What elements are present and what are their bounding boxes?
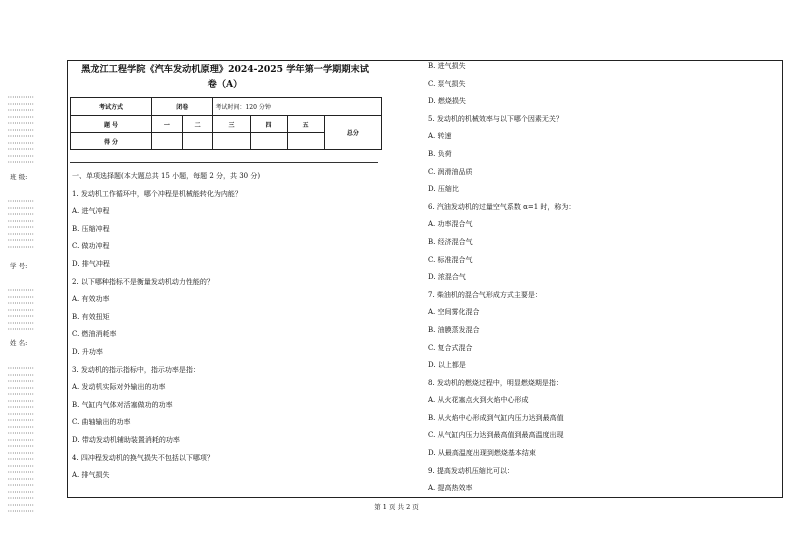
option: A. 有效功率: [72, 295, 110, 304]
dotted-seal-line: :::::::::::: :::::::::::: :::::::::::: :::::::::::: :::::::::::: :::::::::::: :::::::::::: ::::::::::::: [8, 198, 35, 250]
option: A. 从火花塞点火到火焰中心形成: [428, 396, 529, 405]
page-number: 第 1 页 共 2 页: [374, 503, 419, 511]
question-2: 2. 以下哪种指标不是衡量发动机动力性能的？: [72, 277, 214, 286]
right-question-column: [428, 58, 575, 498]
option: D. 升功率: [72, 347, 103, 356]
score-cell: [151, 133, 182, 150]
option: A. 进气冲程: [72, 207, 110, 216]
option: A. 转速: [428, 132, 452, 141]
section-header: 二: [182, 116, 213, 133]
question-5: 5. 发动机的机械效率与以下哪个因素无关？: [428, 114, 563, 123]
score-cell: [287, 133, 324, 150]
score-row-label: 得 分: [71, 133, 152, 150]
option: C. 从气缸内压力达到最高值到最高温度出现: [428, 431, 564, 440]
exam-title-line2: 卷（A）: [207, 79, 243, 90]
option: C. 泵气损失: [428, 79, 466, 88]
left-question-column: [72, 168, 260, 485]
option: C. 标准混合气: [428, 255, 473, 264]
option: B. 压缩冲程: [72, 224, 110, 233]
section-header: 三: [213, 116, 250, 133]
exam-mode-label: 考试方式: [71, 98, 152, 116]
name-label: 姓 名:: [10, 339, 28, 347]
dotted-seal-line: :::::::::::: :::::::::::: :::::::::::: :::::::::::: :::::::::::: :::::::::::: :::::::::::: :::::::::::: :::::::::::: :::::::::::: ::::::::::::: [8, 94, 35, 165]
question-1: 1. 发动机工作循环中，哪个冲程是机械能转化为内能？: [72, 189, 242, 198]
question-6: 6. 汽油发动机的过量空气系数 α=1 时，称为：: [428, 202, 576, 211]
option: A. 发动机实际对外输出的功率: [72, 383, 166, 392]
dotted-seal-line: :::::::::::: :::::::::::: :::::::::::: :::::::::::: :::::::::::: :::::::::::: :::::::::::: :::::::::::: :::::::::::: :::::::::::: :::::::::::: :::::::::::: :::::::::::: :::::::::::: :::::::::::: :::::::::::: :::::::::::: :::::::::::: :::::::::::: :::::::::::: :::::::::::: :::::::::::: ::::::::::::: [8, 365, 35, 514]
dotted-seal-line: :::::::::::: :::::::::::: :::::::::::: :::::::::::: :::::::::::: :::::::::::: ::::::::::::: [8, 287, 35, 332]
class-label: 班 级:: [10, 173, 28, 181]
option: D. 以上都是: [428, 361, 466, 370]
section-header: 一: [151, 116, 182, 133]
option: D. 从最高温度出现到燃烧基本结束: [428, 449, 536, 458]
divider: [70, 162, 378, 163]
option: C. 润滑油品质: [428, 167, 473, 176]
section-header: 五: [287, 116, 324, 133]
option: D. 燃烧损失: [428, 97, 466, 106]
score-cell: [213, 133, 250, 150]
exam-time: 考试时间：120 分钟: [213, 98, 382, 116]
option: A. 提高热效率: [428, 484, 473, 493]
option: A. 空间雾化混合: [428, 308, 480, 317]
score-cell: [250, 133, 287, 150]
section-header: 四: [250, 116, 287, 133]
option: D. 带动发动机辅助装置消耗的功率: [72, 435, 180, 444]
question-4: 4. 四冲程发动机的换气损失不包括以下哪项？: [72, 453, 214, 462]
option: D. 压缩比: [428, 185, 459, 194]
score-cell: [182, 133, 213, 150]
option: C. 做功冲程: [72, 242, 110, 251]
option: B. 有效扭矩: [72, 312, 110, 321]
option: B. 从火焰中心形成到气缸内压力达到最高值: [428, 413, 564, 422]
student-id-label: 学 号:: [10, 262, 28, 270]
total-score-label: 总分: [324, 116, 381, 150]
option: C. 曲轴输出的功率: [72, 418, 131, 427]
option: D. 排气冲程: [72, 259, 110, 268]
option: B. 气缸内气体对活塞做功的功率: [72, 400, 173, 409]
score-table: [70, 97, 382, 150]
option: D. 浓混合气: [428, 273, 466, 282]
question-number-label: 题 号: [71, 116, 152, 133]
question-3: 3. 发动机的指示指标中，指示功率是指：: [72, 365, 200, 374]
option: A. 排气损失: [72, 471, 110, 480]
exam-title-line1: 黑龙江工程学院《汽车发动机原理》2024-2025 学年第一学期期末试: [81, 64, 369, 75]
option: C. 复合式混合: [428, 343, 473, 352]
option: C. 燃油消耗率: [72, 330, 117, 339]
option: B. 负荷: [428, 149, 452, 158]
exam-title: [70, 62, 380, 92]
question-8: 8. 发动机的燃烧过程中，明显燃烧期是指：: [428, 378, 563, 387]
option: B. 经济混合气: [428, 237, 473, 246]
binding-margin: [0, 0, 64, 549]
option: B. 油膜蒸发混合: [428, 325, 480, 334]
question-7: 7. 柴油机的混合气形成方式主要是：: [428, 290, 542, 299]
option: B. 进气损失: [428, 62, 466, 70]
question-9: 9. 提高发动机压缩比可以：: [428, 466, 514, 475]
exam-mode-value: 闭卷: [151, 98, 212, 116]
section-heading: 一、单项选择题(本大题总共 15 小题，每题 2 分，共 30 分): [72, 172, 261, 180]
option: A. 功率混合气: [428, 220, 473, 229]
